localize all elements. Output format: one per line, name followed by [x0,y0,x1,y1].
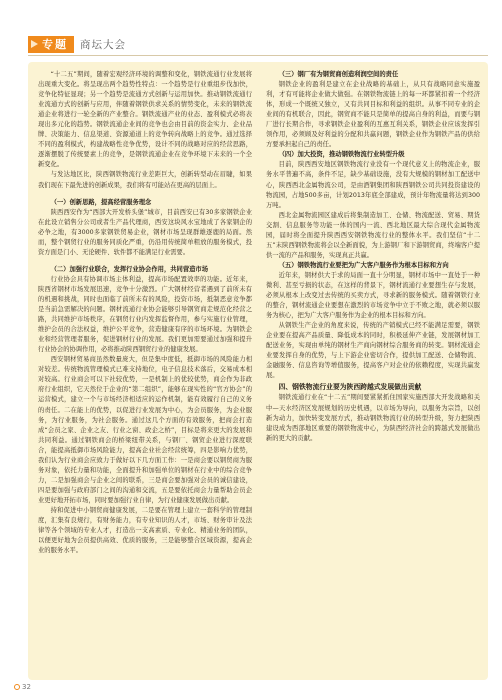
page-header [0,0,502,58]
folio-mark-icon [14,684,20,690]
page-number: 32 [22,683,31,691]
page-footer [14,683,31,691]
paragraph: 陕西西安作为“西部大开发桥头堡”城市，目前西安已有30多家钢铁企业在此设立销售分公司或者生产品代理商，西安这块风水宝地成了各家钢企的必争之地，有3000多家钢铁贸易企业，钢材市场呈现群雄逐鹿的局面。然而，整个钢贸行业的服务同质化严重，仍沿用传统简单粗放的服务模式，投资方面是门小、无论硬件、软件都不能满足行业需要。 [38,208,252,256]
paragraph: “十二五”期间，随着宏观经济环境的调整和变化，钢铁流通行业发展将出现重大变化。将呈现出两个趋势性特点：一个趋势是行业重组步伐加快，竞争化特征显现；另一个趋势是流通方式创新与运用加快。推动钢铁流通行业流通方式的创新与应用，伴随着钢铁供求关系的情势变化，未来的钢铁流通企业将进行一轮全新的产业整合。钢铁流通产业的业态、盈利模式必将表现出多元化的趋势。钢铁流通企业间的竞争也会由目前的资金实力、企业品牌、决策能力、信息渠道、资源通道上的竞争转向战略上的竞争。通过选择不同的盈利模式，构建战略性竞争优势，设计不同的战略对应的经营思路，逐渐摆脱了传统要素上的竞争，是钢铁流通企业在竞争环境下未来的一个全新变化。 [38,71,252,169]
paragraph: 从钢铁生产企业的角度来说，传统的产销模式已经不能满足需要，钢铁企业要在提高产品质量、降低成本的同时，积极延伸产业链，发展钢材加工配送业务，实现由单纯的钢材生产商向钢材综合服务商的转变。钢材流通企业要发挥自身的优势，与上下游企业密切合作，提供加工配送、仓储物流、金融服务、信息咨询等增值服务，提高客户对企业的依赖程度，实现共赢发展。 [266,322,480,380]
paragraph: 钢铁流通行业在“十二五”期间要紧紧抓住国家实施西部大开发战略和关中—天水经济区发展规划的历史机遇，以市场为导向，以服务为宗旨，以创新为动力，加快转变发展方式，推动钢铁物流行业的转型升级，努力把陕西建设成为西部地区重要的钢铁物流中心，为陕西经济社会的跨越式发展做出新的更大的贡献。 [266,394,480,442]
paragraph: 目前，陕西西安地区钢铁物流行业没有一个现代意义上的物流企业，服务水平普遍不高，条件不足，缺少基础设施，没有大规模的钢材加工配送中心，陕西西北金属物流公司，是由酒钢集团和陕西钢铁公司共同投资建设的物流园，占地500多亩，计划2013年底全部建成，预计年物流量将达到300万吨。 [266,161,480,209]
article-panel [28,62,488,680]
section-tag: 专题 [28,36,74,53]
article-column-left [38,70,252,556]
section-banner [28,36,126,53]
paragraph: 行业协会具有协调市场主体利益，提高市场配置效率的功能。近年来，陕西省钢材市场发展迅速，竞争十分激烈。广大钢材经营者遇到了前所未有的机遇和挑战，同时也面临了前所未有的风险，投资市场，抵制恶意竞争都是当前急需解决的问题。钢材流通行业协会能够引导钢贸商走规范化经营之路，共同维护市场秩序，在钢贸行业内发挥监督作用，参与实施行业管理，维护会员的合法权益，维护公平竞争，营造健康有序的市场环境。为钢铁企业和经营管理者服务，促进钢材行业的发展。我们更加需要通过加强和提升行业协会的协调作用，必将推动陕西钢贸行业的健康发展。 [38,275,252,354]
paragraph: 西安钢材贸易商虽然数量庞大，但是集中度低，抵御市场的风险能力相对较差。传统物流管理模式已难支持地位，电子信息技术落后，交易成本相对较高。行业商会可以下社较优势，一是机制上的优较优势，商会作为非政府行业组织，它天然位于企业的“第二组织”，能够在现实性的“官方协会”的运营模式，建立一个与市场经济相适应的运作机制，能有效履行自己的义务的责任。二在能上的优势，以促进行业发展为中心，为会员服务，为企业服务，为行业服务，为社会服务。通过这几个方面的有效服务，把商会打造成“会员之家、企业之友、行业之窗、政企之桥”，目标是将来更大的发展和共同利益。通过钢铁商会的桥梁纽带关系，与钢厂、钢贸企业进行深度联合，能提高抵御市场风险能力，提高企业社会经营统筹，四是影响力优势，我们认为行业商会应致力于做好以下几方面工作：一是商会要以钢贸商为服务对象，依托力量和功能，全面提升和加强单位的钢材在行业中的综合竞争力，二是加强商会与企业之间的联系，三是商会要加强对会员的诚信建设，四是要加强与政府部门之间的沟通和交流，五是要依托商会力量帮助会员企业更好地开拓市场，同时要加强行业自律，为行业健康发展做出贡献。 [38,356,252,504]
subheading: （四）加大投资，推动钢铁物流行业转型升级 [278,151,405,159]
article-column-right [266,70,480,444]
paragraph: 西北金属物流园区建成后将集制造加工、仓储、物流配送、贸易、期货交割、信息服务等功能一体的国内一流、西北地区最大综合现代金属物流园，届时将全面提升陕西西安钢铁物流行业的整体水平。我们坚信“十二五”末陕西钢铁物流将会以全新面貌，为上游钢厂和下游钢贸商，终端客户提供一流的产品和服务，实现真正共赢。 [266,211,480,259]
subheading: （二）加强行业联合，发挥行业协会作用，共同营造市场 [50,265,209,273]
section-heading: 四、钢铁物流行业要为陕西跨越式发展做出贡献 [278,383,422,392]
subheading: （一）创新思路，提高经营服务理念 [50,198,152,206]
subheading: （五）钢铁物流行业要把为广大客户服务作为根本目标和方向 [278,261,449,269]
paragraph: 持和促进中小钢贸商健康发展，二是要在管理上建立一套科学的管理制度，汇集有良规行，有财务能力，有专业知识的人才，市场、财务审计及法律等各个领域的专业人才，打造出一支高素质、专业化、精通业务的团队，以便更好地为会员提供高效、优质的服务，三是能够整合区域资源，提高企业的服务水平。 [38,506,252,555]
column-name: 商坛大会 [80,39,126,51]
paragraph: 近年来，钢材供大于求的局面一直十分明显，钢材市场中一直处于一种微利、甚至亏损的状态，在这样的背景下，钢材流通行业要想生存与发展，必须从根本上改变过去传统的买卖方式，寻求新的服务模式。随着钢铁行业的整合，钢材流通企业要想在激烈的市场竞争中立于不败之地，就必须以服务为核心，把为广大客户服务作为企业的根本目标和方向。 [266,271,480,320]
subheading: （三）钢厂有为钢贸商创造利润空间的责任 [278,71,399,78]
header-rule [28,55,488,56]
paragraph: 与发达地区比，陕西钢铁物流行业差距巨大，创新转型动在眉睫，如果我们现在下最先进的创新成果，我们将有可能站在更高的层面上。 [38,171,252,189]
paragraph: 钢铁企业的盈利是建立在企业战略的基础上，从只有战略同意实施盈利，才有可能将企业做大做强。在钢铁物流链上的每一环都紧扣着一个经济体，形成一个既统又独立，又有共同目标和利益的组织。从事不同专业的企业间的有机联合，因此，钢贸商不能只是简单的提高自身的利益，而要与钢厂进行长期合作，寻求钢铁企业盈利的互惠互利关系，钢铁企业应该发挥引领作用，必须顾及好利益的分配和共赢问题，钢铁企业作为钢铁产品的供给方要承担起自己的责任。 [266,81,480,149]
